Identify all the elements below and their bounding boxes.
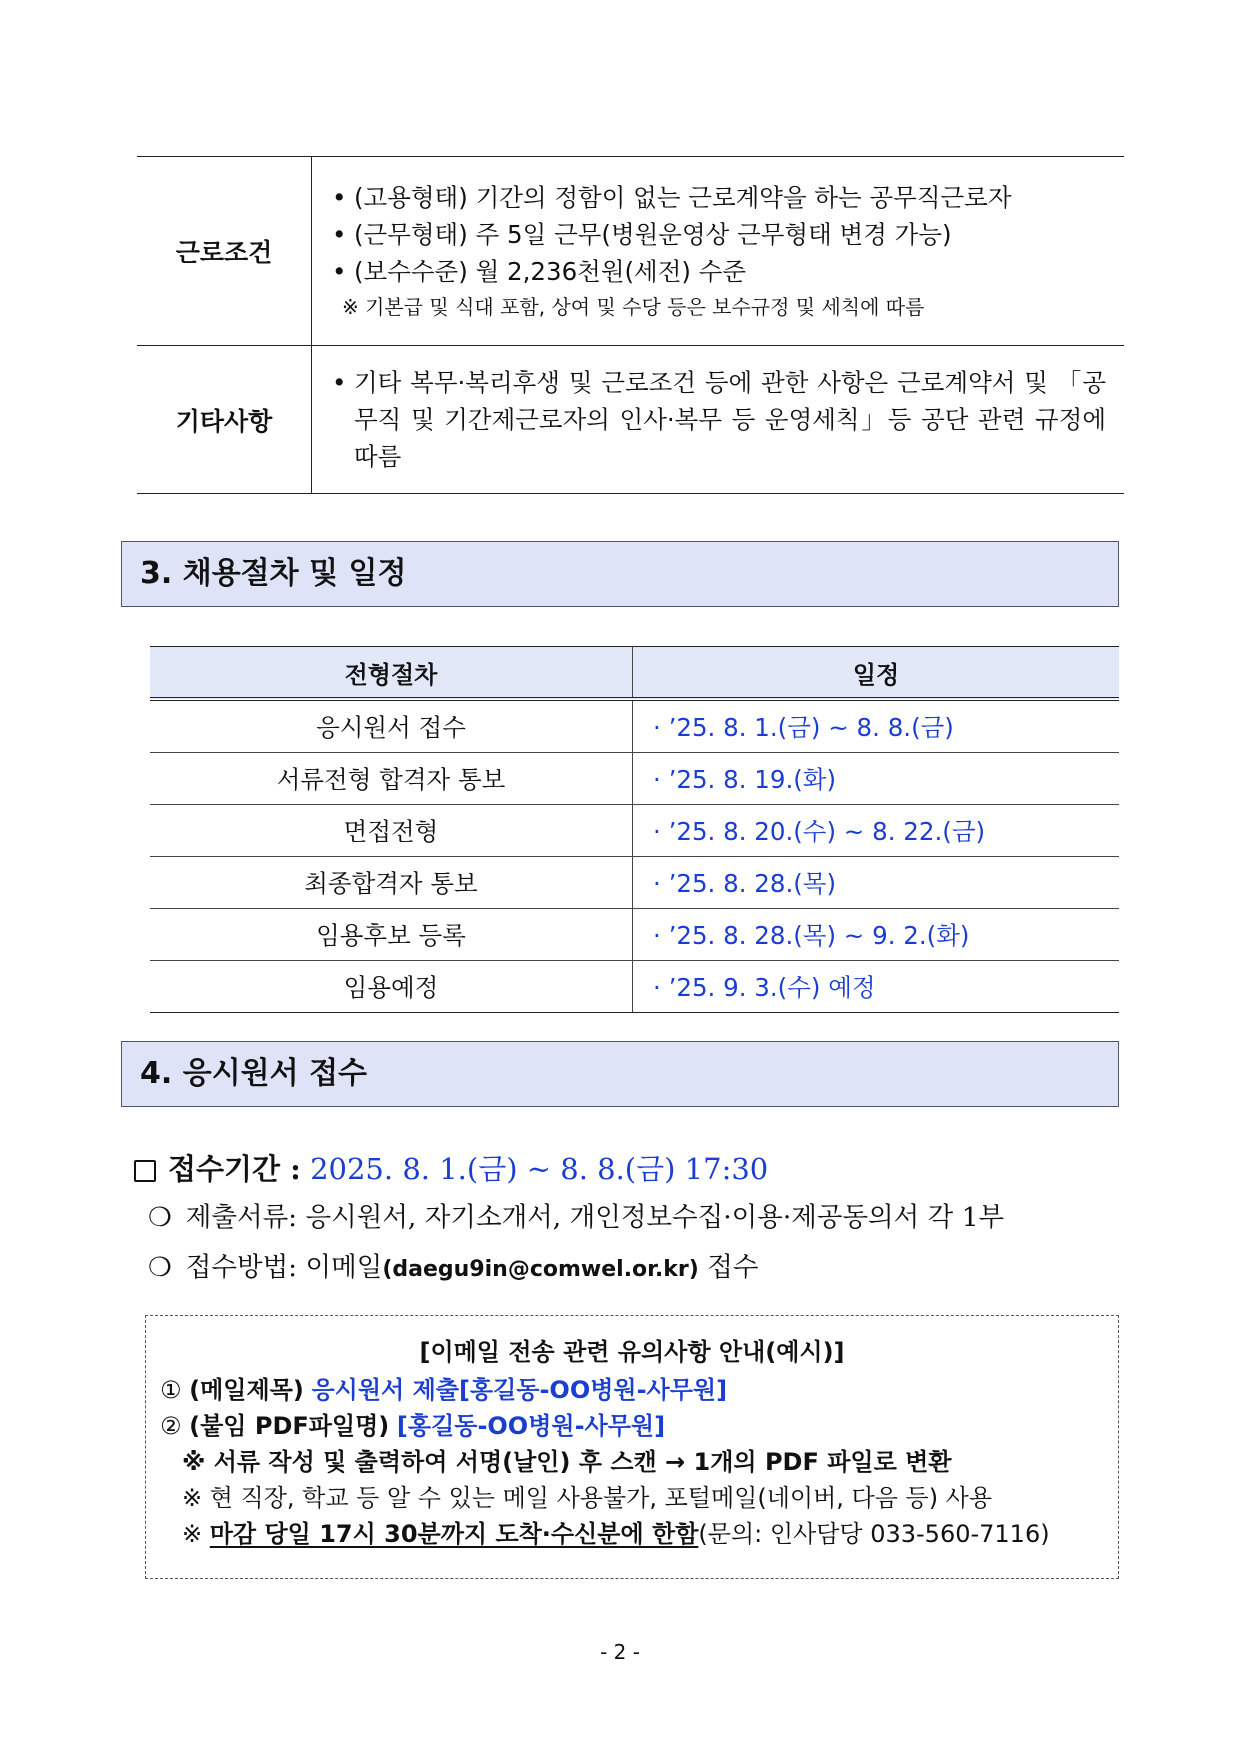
submission-method bbox=[134, 1243, 1134, 1293]
schedule-date: · ’25. 8. 19.(화) bbox=[633, 753, 1120, 805]
item-number: ① bbox=[160, 1376, 182, 1404]
checkbox-icon bbox=[134, 1160, 156, 1182]
schedule-step: 응시원서 접수 bbox=[150, 699, 633, 753]
submission-documents-value: 응시원서, 자기소개서, 개인정보수집·이용·제공동의서 각 1부 bbox=[305, 1202, 1005, 1233]
section-4-header: 4. 응시원서 접수 bbox=[121, 1041, 1119, 1107]
submission-documents-label: 제출서류: bbox=[185, 1202, 298, 1233]
table-row bbox=[150, 857, 1119, 909]
contact-info: (문의: 인사담당 033-560-7116) bbox=[698, 1520, 1050, 1548]
schedule-step: 임용후보 등록 bbox=[150, 909, 633, 961]
section-3-header: 3. 채용절차 및 일정 bbox=[121, 541, 1119, 607]
reception-period-label: 접수기간 : bbox=[168, 1152, 301, 1186]
email-subject-value: 응시원서 제출[홍길동-OO병원-사무원] bbox=[311, 1376, 728, 1404]
schedule-header-date: 일정 bbox=[633, 647, 1120, 700]
other-matters-row bbox=[137, 346, 1124, 494]
schedule-date: · ’25. 8. 1.(금) ~ 8. 8.(금) bbox=[633, 699, 1120, 753]
schedule-step: 서류전형 합격자 통보 bbox=[150, 753, 633, 805]
submission-email: (daegu9in@comwel.or.kr) bbox=[382, 1257, 699, 1282]
table-row bbox=[150, 909, 1119, 961]
schedule-step: 임용예정 bbox=[150, 961, 633, 1013]
attachment-name-label: (붙임 PDF파일명) bbox=[189, 1412, 390, 1440]
table-row bbox=[150, 961, 1119, 1013]
schedule-step: 최종합격자 통보 bbox=[150, 857, 633, 909]
circle-bullet-icon: ❍ bbox=[148, 1202, 172, 1233]
attachment-name-value: [홍길동-OO병원-사무원] bbox=[396, 1412, 666, 1440]
email-notice-title: [이메일 전송 관련 유의사항 안내(예시)] bbox=[419, 1338, 845, 1366]
salary-item: • (보수수준) 월 2,236천원(세전) 수준 bbox=[332, 253, 1106, 290]
schedule-date: · ’25. 8. 28.(목) ~ 9. 2.(화) bbox=[633, 909, 1120, 961]
reception-period bbox=[134, 1145, 1134, 1193]
email-notice-box bbox=[145, 1315, 1119, 1579]
submission-method-suffix: 접수 bbox=[707, 1252, 759, 1283]
email-subject-item bbox=[160, 1372, 1104, 1408]
schedule-header-step: 전형절차 bbox=[150, 647, 633, 700]
work-conditions-label: 근로조건 bbox=[137, 157, 312, 346]
submission-method-label: 접수방법: bbox=[185, 1252, 298, 1283]
other-matters-text: • 기타 복무·복리후생 및 근로조건 등에 관한 사항은 근로계약서 및 「공무직 및 기간제근로자의 인사·복무 등 운영세칙」등 공단 관련 규정에 따름 bbox=[332, 364, 1106, 475]
item-number: ② bbox=[160, 1412, 182, 1440]
table-row bbox=[150, 753, 1119, 805]
work-conditions-row bbox=[137, 157, 1124, 346]
table-row bbox=[150, 805, 1119, 857]
submission-documents bbox=[134, 1193, 1134, 1243]
submission-method-prefix: 이메일 bbox=[305, 1252, 383, 1283]
deadline-note bbox=[160, 1516, 1104, 1552]
schedule-table bbox=[150, 646, 1119, 1013]
reception-period-value: 2025. 8. 1.(금) ~ 8. 8.(금) 17:30 bbox=[310, 1152, 769, 1186]
schedule-header-row bbox=[150, 647, 1119, 700]
salary-note: ※ 기본급 및 식대 포함, 상여 및 수당 등은 보수규정 및 세칙에 따름 bbox=[342, 294, 925, 319]
scan-note: ※ 서류 작성 및 출력하여 서명(날인) 후 스캔 → 1개의 PDF 파일로 변환 bbox=[182, 1448, 952, 1476]
employment-type-item: • (고용형태) 기간의 정함이 없는 근로계약을 하는 공무직근로자 bbox=[332, 179, 1106, 216]
work-type-item: • (근무형태) 주 5일 근무(병원운영상 근무형태 변경 가능) bbox=[332, 216, 1106, 253]
conditions-table bbox=[137, 156, 1124, 494]
table-row bbox=[150, 699, 1119, 753]
note-mark: ※ bbox=[182, 1520, 203, 1548]
work-conditions-body bbox=[312, 157, 1125, 346]
schedule-date: · ’25. 8. 20.(수) ~ 8. 22.(금) bbox=[633, 805, 1120, 857]
email-restriction-note: ※ 현 직장, 학교 등 알 수 있는 메일 사용불가, 포털메일(네이버, 다음 등) 사용 bbox=[182, 1484, 993, 1512]
email-subject-label: (메일제목) bbox=[189, 1376, 304, 1404]
schedule-step: 면접전형 bbox=[150, 805, 633, 857]
attachment-name-item bbox=[160, 1408, 1104, 1444]
other-matters-body bbox=[312, 346, 1125, 494]
other-matters-label: 기타사항 bbox=[137, 346, 312, 494]
reception-info bbox=[134, 1145, 1134, 1293]
deadline-note-bold: 마감 당일 17시 30분까지 도착·수신분에 한함 bbox=[209, 1520, 699, 1548]
page-number: - 2 - bbox=[600, 1640, 640, 1664]
schedule-date: · ’25. 9. 3.(수) 예정 bbox=[633, 961, 1120, 1013]
circle-bullet-icon: ❍ bbox=[148, 1252, 172, 1283]
schedule-date: · ’25. 8. 28.(목) bbox=[633, 857, 1120, 909]
